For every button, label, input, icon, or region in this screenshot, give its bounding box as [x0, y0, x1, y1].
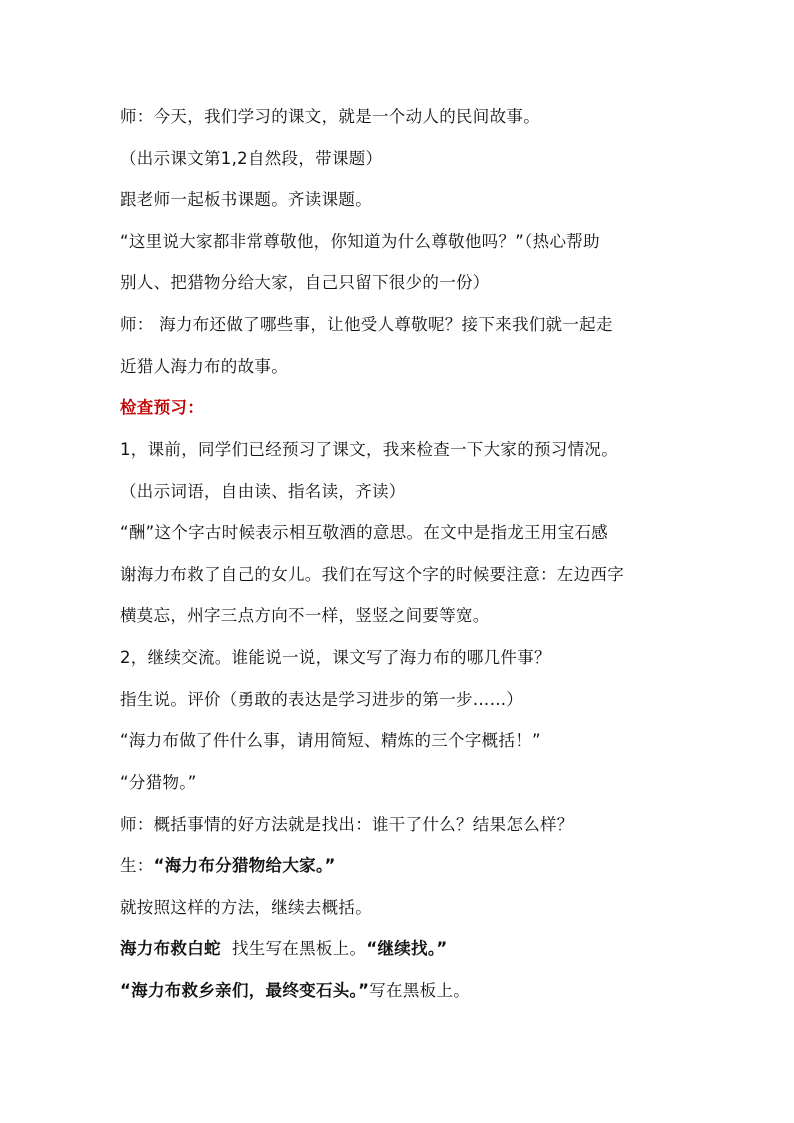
paragraph-line: 师：概括事情的好方法就是找出：谁干了什么？结果怎么样？ [120, 815, 574, 834]
paragraph-line: 近猎人海力布的故事。 [120, 357, 288, 376]
paragraph-line: 师：今天，我们学习的课文，就是一个动人的民间故事。 [120, 107, 540, 126]
bold-event: 海力布救白蛇 [120, 939, 221, 958]
paragraph-line: （出示课文第1,2自然段，带课题） [120, 149, 383, 168]
event-line [120, 980, 470, 1002]
paragraph-line: 1，课前，同学们已经预习了课文，我来检查一下大家的预习情况。 [120, 440, 618, 459]
paragraph-line: “海力布做了件什么事，请用简短、精炼的三个字概括！” [120, 731, 541, 750]
instruction-text: 写在黑板上。 [369, 981, 471, 1000]
paragraph-line: “这里说大家都非常尊敬他，你知道为什么尊敬他吗？”（热心帮助 [120, 232, 600, 251]
bold-event: “海力布救乡亲们，最终变石头。” [120, 981, 370, 1000]
bold-answer: “海力布分猎物给大家。” [153, 856, 336, 875]
paragraph-line: 指生说。评价（勇敢的表达是学习进步的第一步……） [120, 690, 524, 709]
paragraph-line: 横莫忘，州字三点方向不一样，竖竖之间要等宽。 [120, 606, 490, 625]
paragraph-line: 谢海力布救了自己的女儿。我们在写这个字的时候要注意：左边西字 [120, 565, 624, 584]
paragraph-line: “酬”这个字古时候表示相互敬酒的意思。在文中是指龙王用宝石感 [120, 523, 609, 542]
section-heading: 检查预习： [120, 398, 204, 417]
bold-prompt: “继续找。” [366, 939, 448, 958]
paragraph-line: 2，继续交流。谁能说一说，课文写了海力布的哪几件事？ [120, 648, 551, 667]
student-answer-line [120, 855, 336, 877]
paragraph-line: （出示词语，自由读、指名读，齐读） [120, 482, 406, 501]
paragraph-line: 别人、把猎物分给大家，自己只留下很少的一份） [120, 273, 490, 292]
event-line [120, 938, 448, 960]
paragraph-line: 跟老师一起板书课题。齐读课题。 [120, 190, 372, 209]
speaker-label: 生： [120, 856, 154, 875]
paragraph-line: “分猎物。” [120, 773, 197, 792]
paragraph-line: 就按照这样的方法，继续去概括。 [120, 898, 372, 917]
instruction-text: 找生写在黑板上。 [220, 939, 367, 958]
paragraph-line: 师： 海力布还做了哪些事，让他受人尊敬呢？接下来我们就一起走 [120, 315, 613, 334]
